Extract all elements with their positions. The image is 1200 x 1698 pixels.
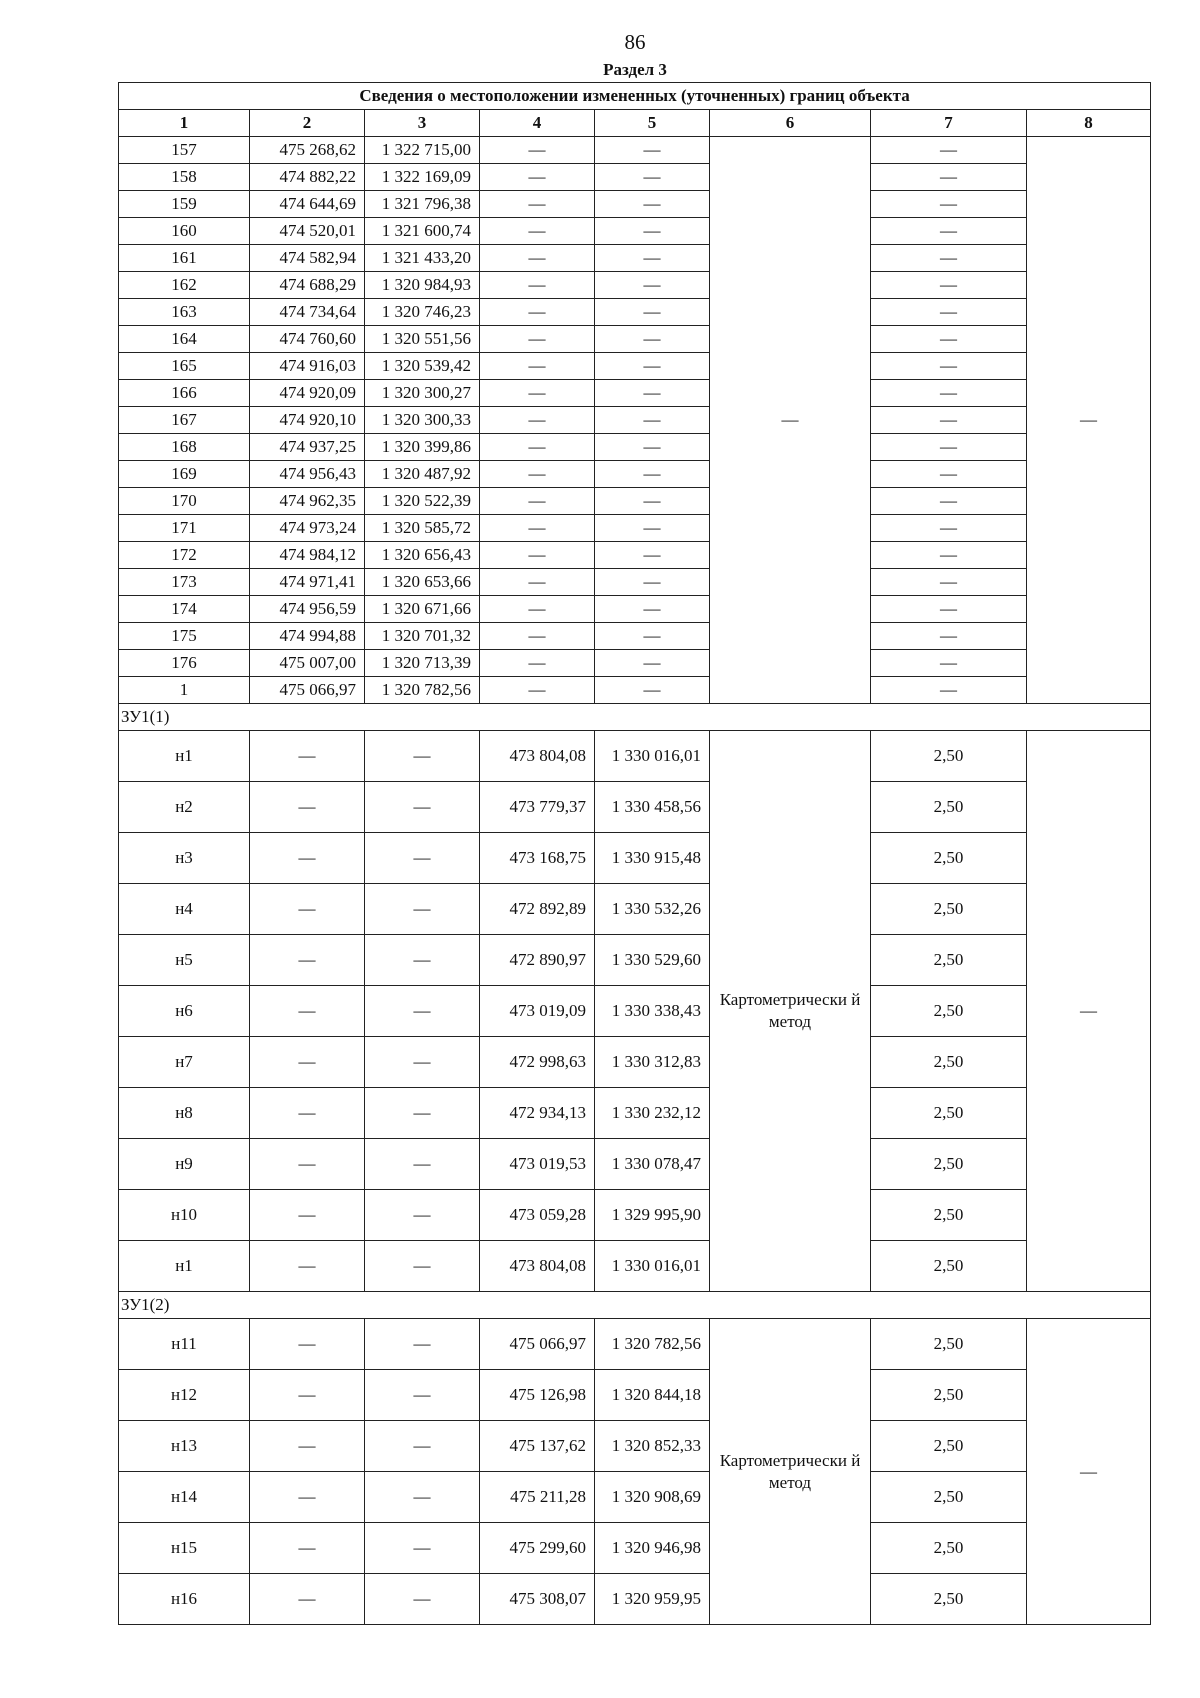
table-row [119, 191, 1151, 218]
column-header: 4 [480, 110, 595, 137]
new-y-cell: — [595, 137, 710, 164]
point-number-cell: н6 [119, 986, 250, 1037]
method-cell: Картометрически й метод [710, 1319, 871, 1625]
existing-y-cell: — [365, 1574, 480, 1625]
new-y-cell: — [595, 650, 710, 677]
new-y-cell: 1 320 782,56 [595, 1319, 710, 1370]
accuracy-cell: 2,50 [871, 731, 1027, 782]
new-x-cell: — [480, 623, 595, 650]
new-y-cell: 1 330 016,01 [595, 731, 710, 782]
new-x-cell: 475 137,62 [480, 1421, 595, 1472]
description-cell: — [1027, 1319, 1151, 1625]
existing-x-cell: — [250, 935, 365, 986]
point-number-cell: 174 [119, 596, 250, 623]
accuracy-cell: — [871, 542, 1027, 569]
accuracy-cell: — [871, 272, 1027, 299]
new-y-cell: 1 320 959,95 [595, 1574, 710, 1625]
existing-x-cell: — [250, 1319, 365, 1370]
new-x-cell: — [480, 353, 595, 380]
table-row [119, 380, 1151, 407]
existing-x-cell: 475 066,97 [250, 677, 365, 704]
new-y-cell: — [595, 407, 710, 434]
existing-y-cell: 1 320 782,56 [365, 677, 480, 704]
new-y-cell: 1 330 312,83 [595, 1037, 710, 1088]
table-row [119, 731, 1151, 782]
new-x-cell: — [480, 677, 595, 704]
table-row [119, 1370, 1151, 1421]
new-y-cell: — [595, 353, 710, 380]
existing-y-cell: 1 320 300,33 [365, 407, 480, 434]
existing-y-cell: 1 320 487,92 [365, 461, 480, 488]
table-row [119, 1241, 1151, 1292]
new-x-cell: 473 059,28 [480, 1190, 595, 1241]
new-y-cell: — [595, 596, 710, 623]
new-y-cell: 1 329 995,90 [595, 1190, 710, 1241]
point-number-cell: н14 [119, 1472, 250, 1523]
point-number-cell: н1 [119, 731, 250, 782]
new-y-cell: 1 330 458,56 [595, 782, 710, 833]
point-number-cell: н2 [119, 782, 250, 833]
existing-y-cell: 1 320 585,72 [365, 515, 480, 542]
existing-x-cell: 474 882,22 [250, 164, 365, 191]
accuracy-cell: 2,50 [871, 1139, 1027, 1190]
accuracy-cell: 2,50 [871, 986, 1027, 1037]
point-number-cell: 161 [119, 245, 250, 272]
accuracy-cell: — [871, 623, 1027, 650]
new-x-cell: — [480, 407, 595, 434]
point-number-cell: н7 [119, 1037, 250, 1088]
accuracy-cell: 2,50 [871, 1241, 1027, 1292]
point-number-cell: 163 [119, 299, 250, 326]
new-y-cell: — [595, 164, 710, 191]
new-x-cell: — [480, 326, 595, 353]
existing-x-cell: 474 920,09 [250, 380, 365, 407]
group-title: ЗУ1(2) [119, 1292, 1151, 1319]
point-number-cell: н8 [119, 1088, 250, 1139]
accuracy-cell: — [871, 353, 1027, 380]
point-number-cell: н12 [119, 1370, 250, 1421]
existing-y-cell: — [365, 833, 480, 884]
point-number-cell: 167 [119, 407, 250, 434]
table-row [119, 1421, 1151, 1472]
new-x-cell: — [480, 164, 595, 191]
column-header: 8 [1027, 110, 1151, 137]
point-number-cell: 160 [119, 218, 250, 245]
existing-x-cell: 474 760,60 [250, 326, 365, 353]
new-x-cell: 473 804,08 [480, 1241, 595, 1292]
accuracy-cell: 2,50 [871, 833, 1027, 884]
existing-x-cell: — [250, 833, 365, 884]
accuracy-cell: — [871, 164, 1027, 191]
new-y-cell: 1 330 078,47 [595, 1139, 710, 1190]
column-header: 2 [250, 110, 365, 137]
point-number-cell: 162 [119, 272, 250, 299]
new-x-cell: — [480, 137, 595, 164]
group-title-row [119, 704, 1151, 731]
point-number-cell: н4 [119, 884, 250, 935]
existing-y-cell: — [365, 884, 480, 935]
table-row [119, 218, 1151, 245]
existing-x-cell: — [250, 1574, 365, 1625]
accuracy-cell: — [871, 515, 1027, 542]
new-x-cell: — [480, 542, 595, 569]
accuracy-cell: 2,50 [871, 1319, 1027, 1370]
new-x-cell: 473 019,09 [480, 986, 595, 1037]
existing-x-cell: 474 916,03 [250, 353, 365, 380]
table-row [119, 569, 1151, 596]
point-number-cell: 168 [119, 434, 250, 461]
new-x-cell: — [480, 272, 595, 299]
existing-x-cell: 474 644,69 [250, 191, 365, 218]
new-y-cell: — [595, 434, 710, 461]
existing-y-cell: 1 321 796,38 [365, 191, 480, 218]
new-y-cell: — [595, 218, 710, 245]
existing-y-cell: 1 322 715,00 [365, 137, 480, 164]
existing-x-cell: — [250, 1088, 365, 1139]
existing-x-cell: — [250, 884, 365, 935]
new-y-cell: — [595, 623, 710, 650]
point-number-cell: 170 [119, 488, 250, 515]
point-number-cell: н10 [119, 1190, 250, 1241]
point-number-cell: н9 [119, 1139, 250, 1190]
accuracy-cell: — [871, 488, 1027, 515]
new-x-cell: — [480, 191, 595, 218]
existing-y-cell: — [365, 1139, 480, 1190]
existing-x-cell: 474 984,12 [250, 542, 365, 569]
table-row [119, 833, 1151, 884]
table-row [119, 986, 1151, 1037]
existing-y-cell: — [365, 935, 480, 986]
new-y-cell: — [595, 677, 710, 704]
new-x-cell: — [480, 650, 595, 677]
new-y-cell: — [595, 245, 710, 272]
existing-y-cell: 1 322 169,09 [365, 164, 480, 191]
existing-y-cell: 1 320 539,42 [365, 353, 480, 380]
existing-x-cell: — [250, 1190, 365, 1241]
new-y-cell: 1 330 338,43 [595, 986, 710, 1037]
new-x-cell: — [480, 488, 595, 515]
new-y-cell: 1 330 232,12 [595, 1088, 710, 1139]
existing-x-cell: — [250, 1421, 365, 1472]
existing-x-cell: — [250, 731, 365, 782]
existing-y-cell: — [365, 1037, 480, 1088]
section-title: Раздел 3 [603, 60, 667, 79]
group-title-row [119, 1292, 1151, 1319]
existing-x-cell: 474 962,35 [250, 488, 365, 515]
new-x-cell: — [480, 245, 595, 272]
new-y-cell: — [595, 515, 710, 542]
existing-x-cell: — [250, 986, 365, 1037]
new-y-cell: 1 320 852,33 [595, 1421, 710, 1472]
point-number-cell: 159 [119, 191, 250, 218]
existing-y-cell: — [365, 731, 480, 782]
new-y-cell: 1 330 532,26 [595, 884, 710, 935]
point-number-cell: 1 [119, 677, 250, 704]
existing-x-cell: 474 973,24 [250, 515, 365, 542]
new-x-cell: — [480, 218, 595, 245]
accuracy-cell: 2,50 [871, 1190, 1027, 1241]
accuracy-cell: — [871, 650, 1027, 677]
table-row [119, 1523, 1151, 1574]
new-x-cell: — [480, 434, 595, 461]
existing-x-cell: — [250, 1139, 365, 1190]
existing-y-cell: 1 320 701,32 [365, 623, 480, 650]
table-row [119, 299, 1151, 326]
point-number-cell: н15 [119, 1523, 250, 1574]
point-number-cell: 176 [119, 650, 250, 677]
table-row [119, 884, 1151, 935]
existing-y-cell: 1 320 551,56 [365, 326, 480, 353]
new-y-cell: — [595, 299, 710, 326]
table-row [119, 326, 1151, 353]
table-row [119, 1574, 1151, 1625]
accuracy-cell: — [871, 218, 1027, 245]
accuracy-cell: — [871, 137, 1027, 164]
accuracy-cell: 2,50 [871, 1037, 1027, 1088]
point-number-cell: н11 [119, 1319, 250, 1370]
table-row [119, 515, 1151, 542]
point-number-cell: 166 [119, 380, 250, 407]
new-y-cell: — [595, 191, 710, 218]
point-number-cell: 172 [119, 542, 250, 569]
new-x-cell: 473 019,53 [480, 1139, 595, 1190]
existing-x-cell: 474 971,41 [250, 569, 365, 596]
new-y-cell: — [595, 488, 710, 515]
new-x-cell: 473 804,08 [480, 731, 595, 782]
method-cell: — [710, 137, 871, 704]
table-row [119, 245, 1151, 272]
new-x-cell: — [480, 596, 595, 623]
new-x-cell: 475 308,07 [480, 1574, 595, 1625]
description-cell: — [1027, 137, 1151, 704]
new-x-cell: 475 211,28 [480, 1472, 595, 1523]
existing-x-cell: — [250, 1037, 365, 1088]
new-x-cell: 475 299,60 [480, 1523, 595, 1574]
new-y-cell: 1 320 844,18 [595, 1370, 710, 1421]
table-row [119, 1037, 1151, 1088]
table-row [119, 782, 1151, 833]
existing-x-cell: 474 956,59 [250, 596, 365, 623]
accuracy-cell: — [871, 326, 1027, 353]
point-number-cell: 173 [119, 569, 250, 596]
new-y-cell: — [595, 272, 710, 299]
new-x-cell: — [480, 299, 595, 326]
new-y-cell: 1 320 946,98 [595, 1523, 710, 1574]
new-y-cell: — [595, 461, 710, 488]
existing-x-cell: — [250, 1472, 365, 1523]
existing-y-cell: 1 321 600,74 [365, 218, 480, 245]
existing-y-cell: — [365, 782, 480, 833]
new-x-cell: 473 779,37 [480, 782, 595, 833]
table-row [119, 1472, 1151, 1523]
point-number-cell: 169 [119, 461, 250, 488]
table-row [119, 407, 1151, 434]
table-row [119, 650, 1151, 677]
accuracy-cell: 2,50 [871, 884, 1027, 935]
existing-y-cell: 1 320 746,23 [365, 299, 480, 326]
table-row [119, 1088, 1151, 1139]
new-x-cell: 473 168,75 [480, 833, 595, 884]
new-y-cell: — [595, 542, 710, 569]
existing-y-cell: 1 320 984,93 [365, 272, 480, 299]
point-number-cell: 158 [119, 164, 250, 191]
column-header: 7 [871, 110, 1027, 137]
existing-x-cell: 475 007,00 [250, 650, 365, 677]
existing-y-cell: 1 320 522,39 [365, 488, 480, 515]
method-cell: Картометрически й метод [710, 731, 871, 1292]
new-x-cell: — [480, 569, 595, 596]
description-cell: — [1027, 731, 1151, 1292]
table-row [119, 1319, 1151, 1370]
new-y-cell: 1 330 529,60 [595, 935, 710, 986]
existing-y-cell: — [365, 1088, 480, 1139]
existing-y-cell: — [365, 1421, 480, 1472]
point-number-cell: н3 [119, 833, 250, 884]
existing-y-cell: 1 320 671,66 [365, 596, 480, 623]
accuracy-cell: — [871, 677, 1027, 704]
point-number-cell: н13 [119, 1421, 250, 1472]
point-number-cell: н1 [119, 1241, 250, 1292]
table-row [119, 272, 1151, 299]
point-number-cell: 175 [119, 623, 250, 650]
existing-x-cell: 474 734,64 [250, 299, 365, 326]
accuracy-cell: 2,50 [871, 1421, 1027, 1472]
accuracy-cell: — [871, 569, 1027, 596]
table-row [119, 461, 1151, 488]
table-row [119, 164, 1151, 191]
column-header: 1 [119, 110, 250, 137]
accuracy-cell: — [871, 434, 1027, 461]
table-caption: Сведения о местоположении измененных (уточненных) границ объекта [119, 83, 1151, 110]
new-x-cell: — [480, 380, 595, 407]
table-row [119, 1190, 1151, 1241]
existing-x-cell: 474 956,43 [250, 461, 365, 488]
point-number-cell: 157 [119, 137, 250, 164]
accuracy-cell: 2,50 [871, 1523, 1027, 1574]
existing-y-cell: 1 320 653,66 [365, 569, 480, 596]
column-header: 3 [365, 110, 480, 137]
existing-x-cell: 474 582,94 [250, 245, 365, 272]
new-y-cell: — [595, 326, 710, 353]
existing-x-cell: — [250, 1370, 365, 1421]
accuracy-cell: — [871, 407, 1027, 434]
page-number: 86 [624, 30, 646, 54]
new-x-cell: 472 890,97 [480, 935, 595, 986]
existing-y-cell: 1 320 656,43 [365, 542, 480, 569]
accuracy-cell: 2,50 [871, 1370, 1027, 1421]
accuracy-cell: — [871, 596, 1027, 623]
existing-x-cell: — [250, 782, 365, 833]
existing-x-cell: 474 920,10 [250, 407, 365, 434]
existing-y-cell: — [365, 1319, 480, 1370]
existing-x-cell: — [250, 1241, 365, 1292]
existing-y-cell: — [365, 986, 480, 1037]
accuracy-cell: 2,50 [871, 1088, 1027, 1139]
table-row [119, 596, 1151, 623]
table-row [119, 1139, 1151, 1190]
existing-y-cell: 1 321 433,20 [365, 245, 480, 272]
accuracy-cell: — [871, 245, 1027, 272]
new-x-cell: 475 066,97 [480, 1319, 595, 1370]
boundary-coordinates-table [118, 82, 1151, 1625]
existing-y-cell: 1 320 300,27 [365, 380, 480, 407]
column-header: 6 [710, 110, 871, 137]
new-y-cell: 1 330 915,48 [595, 833, 710, 884]
accuracy-cell: 2,50 [871, 935, 1027, 986]
point-number-cell: 171 [119, 515, 250, 542]
table-row [119, 677, 1151, 704]
existing-y-cell: — [365, 1523, 480, 1574]
table-row [119, 434, 1151, 461]
accuracy-cell: — [871, 461, 1027, 488]
table-row [119, 353, 1151, 380]
existing-y-cell: — [365, 1472, 480, 1523]
new-y-cell: 1 330 016,01 [595, 1241, 710, 1292]
existing-x-cell: 475 268,62 [250, 137, 365, 164]
point-number-cell: 165 [119, 353, 250, 380]
point-number-cell: 164 [119, 326, 250, 353]
column-header: 5 [595, 110, 710, 137]
group-title: ЗУ1(1) [119, 704, 1151, 731]
new-x-cell: 472 892,89 [480, 884, 595, 935]
existing-x-cell: 474 520,01 [250, 218, 365, 245]
existing-y-cell: — [365, 1370, 480, 1421]
table-row [119, 137, 1151, 164]
table-row [119, 488, 1151, 515]
table-row [119, 623, 1151, 650]
table-row [119, 542, 1151, 569]
point-number-cell: н16 [119, 1574, 250, 1625]
new-x-cell: 472 934,13 [480, 1088, 595, 1139]
header-row [119, 110, 1151, 137]
existing-x-cell: 474 688,29 [250, 272, 365, 299]
accuracy-cell: — [871, 299, 1027, 326]
existing-y-cell: — [365, 1190, 480, 1241]
existing-x-cell: 474 937,25 [250, 434, 365, 461]
accuracy-cell: 2,50 [871, 1574, 1027, 1625]
existing-x-cell: 474 994,88 [250, 623, 365, 650]
new-x-cell: 472 998,63 [480, 1037, 595, 1088]
existing-y-cell: 1 320 399,86 [365, 434, 480, 461]
existing-x-cell: — [250, 1523, 365, 1574]
new-y-cell: — [595, 380, 710, 407]
accuracy-cell: — [871, 380, 1027, 407]
accuracy-cell: 2,50 [871, 782, 1027, 833]
new-x-cell: — [480, 515, 595, 542]
new-y-cell: — [595, 569, 710, 596]
new-x-cell: — [480, 461, 595, 488]
new-x-cell: 475 126,98 [480, 1370, 595, 1421]
existing-y-cell: 1 320 713,39 [365, 650, 480, 677]
accuracy-cell: — [871, 191, 1027, 218]
accuracy-cell: 2,50 [871, 1472, 1027, 1523]
existing-y-cell: — [365, 1241, 480, 1292]
point-number-cell: н5 [119, 935, 250, 986]
new-y-cell: 1 320 908,69 [595, 1472, 710, 1523]
table-row [119, 935, 1151, 986]
